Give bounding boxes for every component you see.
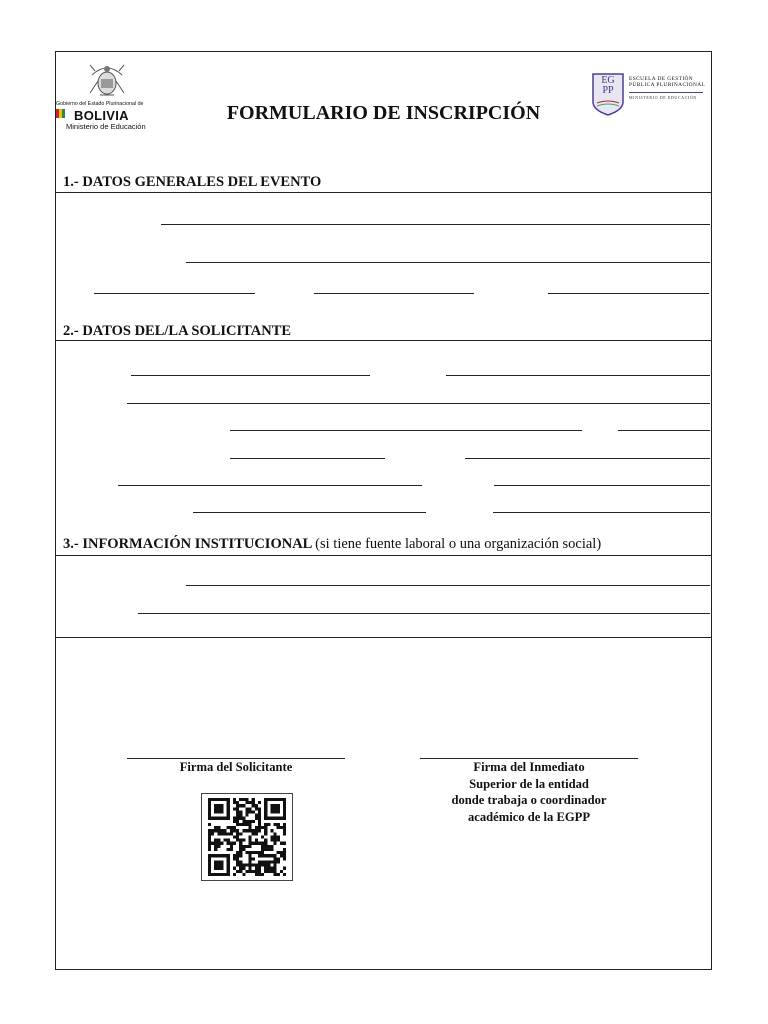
egpp-school-name <box>629 76 705 89</box>
egpp-monogram-top: EG <box>601 75 615 86</box>
event-end-date-field[interactable] <box>314 293 474 294</box>
supervisor-label-line-2: Superior de la entidad <box>469 776 589 791</box>
applicant-id-extension-field[interactable] <box>618 430 710 431</box>
government-label: Gobierno del Estado Plurinacional de <box>56 101 144 107</box>
institution-position-field[interactable] <box>138 613 710 614</box>
egpp-ministry-label: MINISTERIO DE EDUCACIÓN <box>629 95 697 100</box>
ministry-label: Ministerio de Educación <box>66 122 146 131</box>
event-name-field[interactable] <box>161 224 710 225</box>
qr-code-icon <box>207 798 287 876</box>
section-1-title: 1.- DATOS GENERALES DEL EVENTO <box>63 174 322 190</box>
event-start-date-field[interactable] <box>94 293 255 294</box>
logo-divider <box>629 92 703 93</box>
section-2-title: 2.- DATOS DEL/LA SOLICITANTE <box>63 323 292 339</box>
applicant-id-field[interactable] <box>230 430 582 431</box>
coat-of-arms-icon <box>86 59 128 101</box>
institution-name-field[interactable] <box>186 585 710 586</box>
section-3-heading: 3.- INFORMACIÓN INSTITUCIONAL <box>63 536 312 552</box>
applicant-address-field[interactable] <box>127 403 710 404</box>
form-title: FORMULARIO DE INSCRIPCIÓN <box>226 102 541 124</box>
applicant-signature-label: Firma del Solicitante <box>179 760 293 774</box>
school-line-1: ESCUELA DE GESTIÓN <box>629 76 694 82</box>
applicant-birthdate-field[interactable] <box>230 458 385 459</box>
section-3-title <box>63 536 601 553</box>
section-3-divider <box>56 555 711 556</box>
supervisor-label-line-4: académico de la EGPP <box>467 809 591 824</box>
applicant-cellphone-field[interactable] <box>494 485 710 486</box>
egpp-monogram-bottom: PP <box>602 85 614 96</box>
section-2-divider <box>56 340 711 341</box>
supervisor-label-line-3: donde trabaja o coordinador <box>451 793 607 807</box>
event-location-field[interactable] <box>548 293 709 294</box>
section-1-divider <box>56 192 711 193</box>
qr-code[interactable] <box>201 793 293 881</box>
applicant-name-field[interactable] <box>446 375 710 376</box>
applicant-lastname-field[interactable] <box>131 375 370 376</box>
signatures-divider <box>56 637 711 638</box>
applicant-phone-field[interactable] <box>465 458 710 459</box>
applicant-profession-field[interactable] <box>193 512 426 513</box>
applicant-email-field[interactable] <box>118 485 422 486</box>
form-frame <box>55 51 712 970</box>
section-3-note: (si tiene fuente laboral o una organización social) <box>315 536 602 552</box>
supervisor-label-line-1: Firma del Inmediato <box>473 760 585 774</box>
country-label: BOLIVIA <box>74 108 129 123</box>
event-modality-field[interactable] <box>186 262 710 263</box>
applicant-degree-field[interactable] <box>493 512 710 513</box>
supervisor-signature-label <box>400 759 658 825</box>
school-line-2: PÚBLICA PLURINACIONAL <box>629 82 706 89</box>
